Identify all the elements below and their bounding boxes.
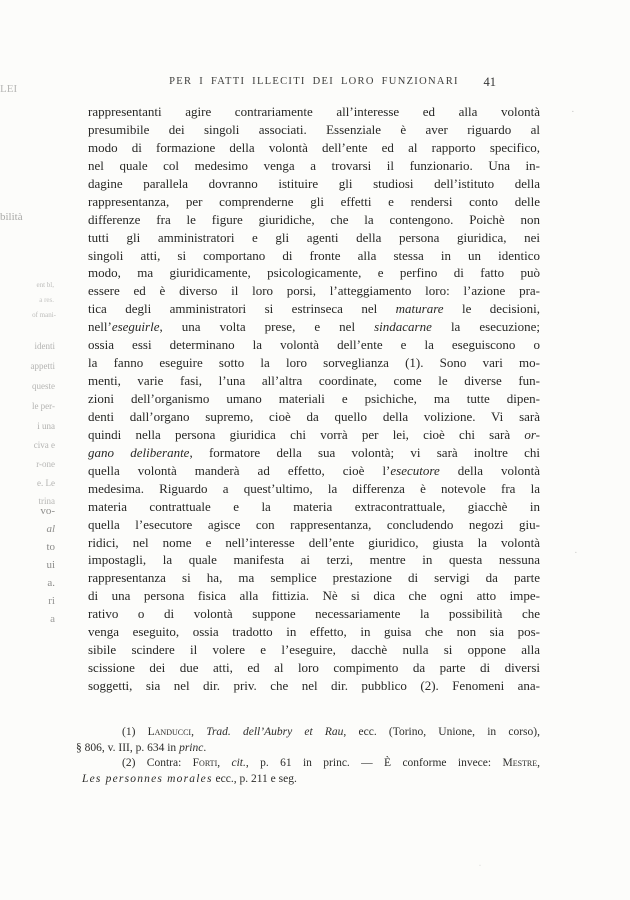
text-segment: le decisioni, [443,301,540,317]
text-segment: modo di formazione della volontà dell’ente ed al rapporto specifico, [88,139,540,155]
bleedthrough-fragment: al [46,523,55,535]
text-segment: materia contrattuale e la materia extracontrattuale, giacchè in [88,498,540,514]
text-segment: cit. [231,757,246,769]
scan-speck: · [478,858,482,872]
text-line [88,623,540,641]
text-segment: Les personnes morales [82,772,213,785]
text-line [88,569,540,587]
text-segment: § 806, v. III, p. 634 in [76,741,180,754]
bleedthrough-fragment: bilità [0,211,23,223]
text-segment: di una persona fisica alla fittizia. Nè si dica che ogni atto impe- [88,588,540,604]
text-line [88,229,540,247]
text-segment: . [203,741,207,754]
bleedthrough-fragment: vo- [40,505,55,517]
text-line [88,193,540,211]
text-segment: sindacarne [374,319,432,335]
text-segment: venga eseguito, ossia tradotto in effetto, in guisa che non sia pos- [88,624,540,640]
text-segment: zioni dell’organismo umano materiali e psichiche, ma tutte dipen- [88,391,540,406]
text-segment: quella l’esecutore agisce con rappresentanza, concludendo negozi giu- [88,516,540,532]
text-line [88,551,540,569]
bleedthrough-fragment: r-one [36,459,55,469]
text-segment: modo, ma giuridicamente, psicologicamente, e perfino di fatto può [88,265,540,281]
text-line [88,211,540,229]
text-segment: , una volta prese, e nel [159,319,375,335]
bleedthrough-fragment: of mani- [32,311,56,319]
text-line [88,480,540,498]
text-segment: della volontà [439,462,540,478]
text-line [88,659,540,677]
bleedthrough-fragment: appetti [30,361,55,371]
text-segment: quindi nella persona giuridica chi vorrà per lei, cioè chi sarà [88,426,525,442]
text-segment: dagine parallela dovranno istituire gli studiosi dell’istituto della [88,175,540,191]
text-line [88,282,540,300]
footnote-line [76,725,540,741]
text-segment: (2) Contra: [122,757,193,769]
text-line [88,139,540,157]
bleedthrough-fragment: a. [47,577,55,589]
text-line [88,534,540,552]
bleedthrough-fragment: ri [48,595,55,607]
text-segment: rappresentanti agire contrariamente all’interesse ed alla volontà [88,104,540,119]
text-line [88,390,540,408]
text-line [88,121,540,139]
scan-speck: · [571,106,575,118]
text-line [88,318,540,336]
text-line [88,103,540,121]
text-segment: medesima. Riguardo a quest’ultimo, la differenza è notevole fra la [88,480,540,496]
text-segment: la fanno eseguire sotto la loro sorveglianza (1). Sono vari mo- [88,355,540,371]
text-segment: eseguirle [111,319,160,335]
running-header [88,76,540,92]
text-segment: sibile scindere il volere e l’eseguire, dacchè nulla si oppone alla [88,642,540,658]
text-line [88,336,540,354]
running-header-title: PER I FATTI ILLECITI DEI LORO FUNZIONARI [169,76,459,87]
page-number: 41 [483,75,496,89]
bleedthrough-fragment: ui [46,559,55,571]
text-segment: ossia essi determinano la volontà dell’ente e la eseguiscono o [88,337,540,353]
text-segment: maturare [395,301,444,317]
text-segment: ecc., p. 211 e seg. [212,772,297,785]
bleedthrough-fragment: identi [34,341,55,351]
text-segment: rappresentanza si ha, ma semplice prestazione di servigi da parte [88,570,540,586]
text-segment: quella volontà manderà ad effetto, cioè l’ [88,462,391,478]
text-segment: presumibile dei singoli associati. Essenziale è aver riguardo al [88,121,540,137]
text-segment: differenze fra le figure giuridiche, che la contengono. Poichè non [88,211,540,227]
footnote-line [76,741,540,757]
text-segment: (1) [122,726,148,738]
text-segment: rappresentanza, per comprenderne gli effetti e rendersi conto delle [88,193,540,209]
text-line [88,157,540,175]
bleedthrough-fragment: civa e [33,440,55,450]
text-segment: , p. 61 in princ. — È conforme invece: [245,757,503,769]
text-segment: gano deliberante [88,444,190,460]
text-segment: princ [179,741,204,754]
text-line [88,444,540,462]
bleedthrough-fragment: e. Le [37,478,55,488]
text-segment: menti, varie fasi, l’una all’altra coordinate, come le diverse fun- [88,373,540,389]
bleedthrough-fragment: trina [38,496,55,506]
text-segment: scissione dei due atti, ed al loro compimento da parte di diversi [88,660,540,676]
text-line [88,677,540,695]
text-segment: , [537,757,541,769]
text-line [88,462,540,480]
bleedthrough-fragment: queste [32,381,55,391]
text-segment: Trad. dell’Aubry et Rau [206,726,344,738]
text-line [88,641,540,659]
text-segment: tica degli amministratori si estrinseca nel [88,301,396,317]
text-segment: esecutore [390,462,440,478]
footnotes [76,725,540,787]
text-segment: tutti gli amministratori e gli agenti della persona giuridica, nei [88,229,540,245]
text-segment: essere ed è diverso il loro porsi, l’atteggiamento loro: l’azione pra- [88,283,540,299]
text-segment: , [217,757,232,769]
text-segment: rativo o di volontà suppone necessariamente la possibilità che [88,606,540,622]
text-line [88,587,540,605]
text-segment: Forti [192,757,218,769]
text-line [88,300,540,318]
footnote-line [76,772,540,788]
text-segment: nell’ [88,319,112,335]
text-line [88,408,540,426]
text-line [88,498,540,516]
text-segment: la esecuzione; [431,319,540,335]
text-line [88,372,540,390]
text-segment: or- [524,426,540,442]
text-segment: , formatore della sua volontà; vi sarà inoltre chi [189,444,540,460]
text-line [88,264,540,282]
bleedthrough-fragment: a [50,613,55,625]
text-line [88,354,540,372]
text-segment: denti dall’organo supremo, cioè da quello della volizione. Vi sarà [88,408,540,424]
scan-speck: · [574,547,578,559]
bleedthrough-fragment: i una [37,421,55,431]
bleedthrough-fragment: a res. [39,296,54,304]
text-line [88,605,540,623]
text-line [88,516,540,534]
text-segment: impostagli, la quale manifesta ai terzi, mentre in questa nessuna [88,552,540,568]
body-text [88,103,540,695]
text-segment: singoli atti, si comportano di fronte alla stessa in un identico [88,247,540,263]
bleedthrough-fragment: ent bl, [36,281,54,289]
text-segment: nel quale col medesimo venga a trovarsi il funzionario. Una in- [88,157,540,173]
text-segment: Mestre [502,757,538,769]
bleedthrough-fragment: LEI [0,83,18,95]
text-segment: , ecc. (Torino, Unione, in corso), [343,726,540,738]
text-segment: soggetti, sia nel dir. priv. che nel dir. pubblico (2). Fenomeni ana- [88,678,540,693]
text-line [88,426,540,444]
text-segment: Landucci [147,726,192,738]
text-segment: , [191,726,207,738]
bleedthrough-fragment: to [46,541,55,553]
footnote-line [76,756,540,772]
text-line [88,175,540,193]
text-line [88,247,540,265]
bleedthrough-fragment: le per- [31,401,55,411]
text-segment: ridici, nel nome e nell’interesse dell’ente giuridico, giusta la volontà [88,534,540,550]
